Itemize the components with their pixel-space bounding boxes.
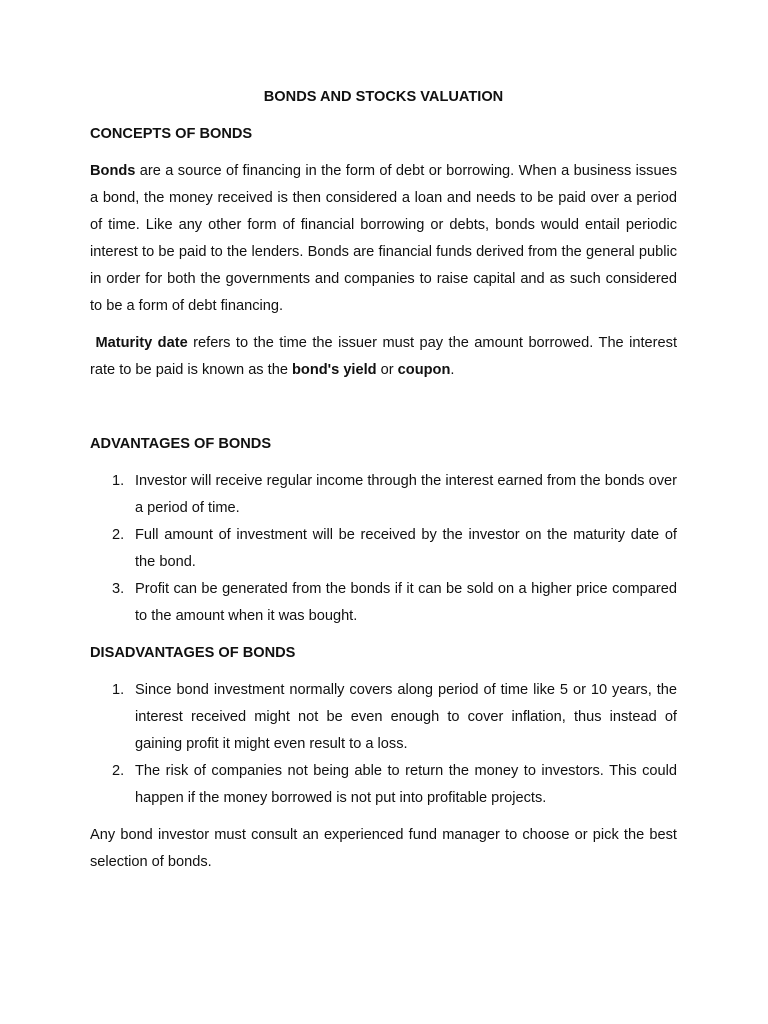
list-number: 2.	[112, 527, 125, 543]
list-item-text: Full amount of investment will be received by the investor on the maturity date of the bond.	[135, 527, 677, 570]
list-number: 2.	[112, 763, 125, 779]
list-item	[90, 468, 677, 522]
list-number: 1.	[112, 682, 125, 698]
bonds-yield-term: bond's yield	[292, 362, 377, 378]
list-number: 1.	[112, 473, 125, 489]
concepts-heading: CONCEPTS OF BONDS	[90, 126, 253, 142]
list-item-text: Profit can be generated from the bonds if it can be sold on a higher price compared to the amount when it was bought.	[135, 581, 677, 624]
list-item-text: The risk of companies not being able to return the money to investors. This could happen if the money borrowed is not put into profitable projects.	[135, 763, 677, 806]
list-item	[90, 677, 677, 758]
section-spacer	[90, 394, 677, 431]
maturity-date-term: Maturity date	[95, 335, 188, 351]
bonds-term: Bonds	[90, 163, 136, 179]
list-item	[90, 576, 677, 630]
coupon-term: coupon	[397, 362, 451, 378]
document-title: BONDS AND STOCKS VALUATION	[263, 89, 504, 105]
bonds-definition-text: are a source of financing in the form of debt or borrowing. When a business issues a bond, the money received is then considered a loan and needs to be paid over a period of time. Like any other form of financial borrowing or debts, bonds would entail periodic interest to be paid to the lenders. Bonds are financial funds derived from the general public in order for both the governments and companies to raise capital and as such considered to be a form of debt financing.	[90, 163, 677, 314]
list-item	[90, 758, 677, 812]
advantages-heading: ADVANTAGES OF BONDS	[90, 436, 272, 452]
bonds-definition-paragraph	[90, 158, 677, 320]
maturity-text-3: .	[450, 362, 455, 378]
list-number: 3.	[112, 581, 125, 597]
maturity-text-2: or	[376, 362, 398, 378]
list-item-text: Since bond investment normally covers along period of time like 5 or 10 years, the interest received might not be even enough to cover inflation, thus instead of gaining profit it might even result to a loss.	[135, 682, 677, 752]
advantages-list	[90, 468, 677, 630]
list-item	[90, 522, 677, 576]
document-page	[90, 84, 677, 886]
list-item-text: Investor will receive regular income through the interest earned from the bonds over a period of time.	[135, 473, 677, 516]
maturity-paragraph	[90, 330, 677, 384]
disadvantages-list	[90, 677, 677, 812]
disadvantages-heading: DISADVANTAGES OF BONDS	[90, 645, 296, 661]
maturity-text-1: refers to the time the issuer must pay the amount borrowed. The interest rate to be paid is known as the	[90, 335, 677, 378]
closing-paragraph: Any bond investor must consult an experienced fund manager to choose or pick the best selection of bonds.	[90, 827, 677, 870]
